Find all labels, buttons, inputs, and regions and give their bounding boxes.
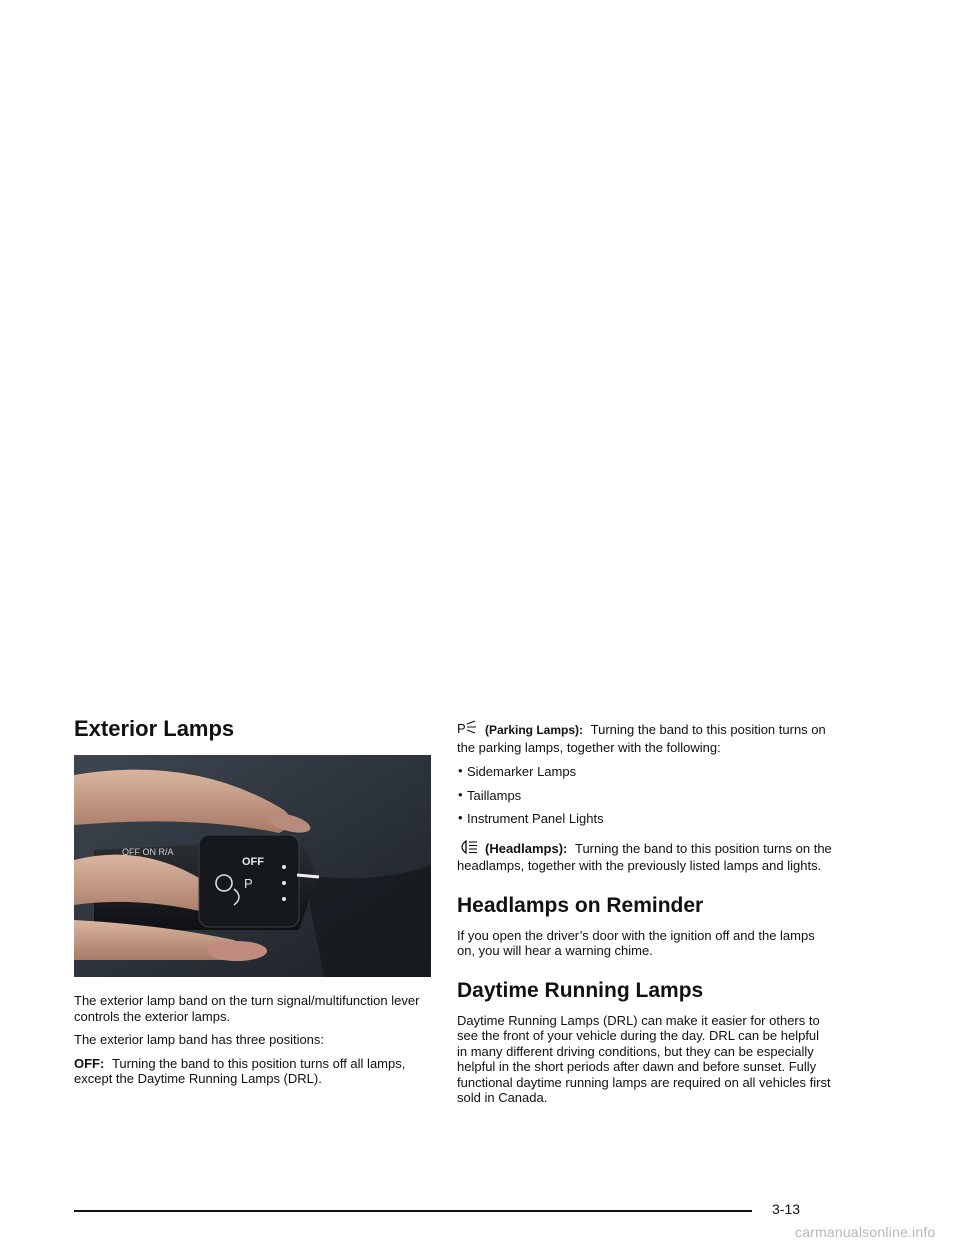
left-column <box>74 715 434 743</box>
parking-text: Turning the band to this position turns on the parking lamps, together with the following: <box>457 722 826 755</box>
exterior-lamp-lever-photo <box>74 755 431 977</box>
section-heading-exterior-lamps: Exterior Lamps <box>74 716 235 741</box>
section-heading-headlamps-reminder: Headlamps on Reminder <box>457 893 704 917</box>
watermark: carmanualsonline.info <box>795 1224 936 1240</box>
footer-rule <box>74 1210 752 1212</box>
headlamps-label: (Headlamps): <box>485 840 568 856</box>
left-body <box>74 993 434 1087</box>
svg-text:P: P <box>244 876 253 891</box>
lever-text: OFF ON R/A <box>122 847 174 857</box>
reminder-paragraph: If you open the driver’s door with the ignition off and the lamps on, you will hear a warning chime. <box>457 927 815 958</box>
paragraph: The exterior lamp band on the turn signal/multifunction lever controls the exterior lamps. <box>74 993 420 1024</box>
drl-paragraph: Daytime Running Lamps (DRL) can make it easier for others to see the front of your vehicle during the day. DRL can be helpful in many different driving conditions, but they can be especially helpful in the short periods after dawn and before sunset. Fully functional daytime running lamps are required on all vehicles first sold in Canada. <box>457 1012 831 1105</box>
headlamps-paragraph <box>457 839 832 874</box>
section-heading-daytime-running-lamps: Daytime Running Lamps <box>457 978 704 1002</box>
list-item: • Sidemarker Lamps <box>458 763 577 779</box>
list-item: • Instrument Panel Lights <box>458 810 604 826</box>
off-label: OFF: <box>74 1055 105 1071</box>
headlamps-text: Turning the band to this position turns on the headlamps, together with the previously listed lamps and lights. <box>457 840 832 873</box>
band-off-text: OFF <box>242 856 264 868</box>
right-column <box>457 720 832 1106</box>
parking-label: (Parking Lamps): <box>485 723 584 737</box>
paragraph: The exterior lamp band has three positions: <box>74 1032 325 1047</box>
off-text: Turning the band to this position turns off all lamps, except the Daytime Running Lamps (DRL). <box>74 1055 406 1086</box>
list-item: • Taillamps <box>458 786 522 803</box>
svg-text:P: P <box>457 721 466 736</box>
parking-paragraph <box>457 720 832 755</box>
off-paragraph <box>74 1056 434 1087</box>
lamp-list <box>457 764 832 827</box>
page-number: 3-13 <box>772 1201 801 1217</box>
parking-lamp-icon <box>457 720 479 740</box>
headlamp-icon <box>457 839 479 859</box>
